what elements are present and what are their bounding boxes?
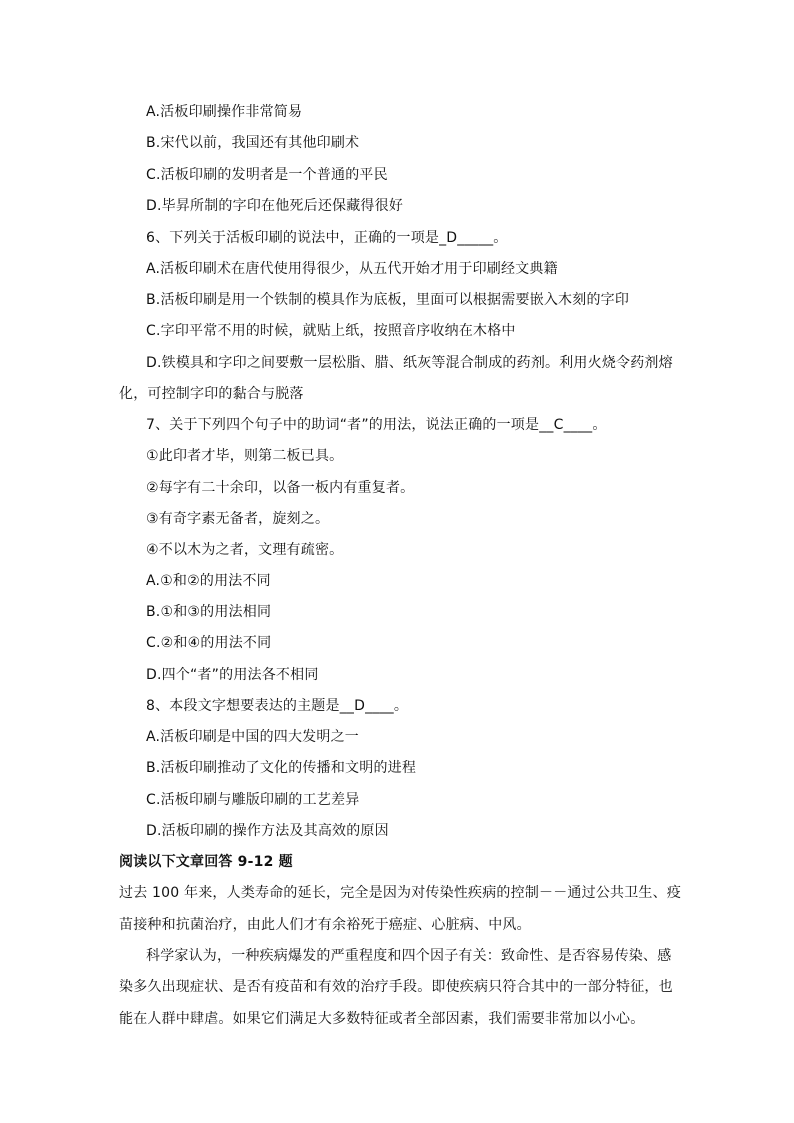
q5-option-a: A.活板印刷操作非常简易 bbox=[146, 104, 303, 120]
q8-option-b: B.活板印刷推动了文化的传播和文明的进程 bbox=[146, 760, 417, 776]
q8-stem: 8、本段文字想要表达的主题是__D____。 bbox=[146, 698, 409, 714]
q7-option-c: C.②和④的用法不同 bbox=[146, 635, 272, 651]
q7-sentence-2: ②每字有二十余印，以备一板内有重复者。 bbox=[146, 480, 415, 496]
q6-option-d-continuation: 化，可控制字印的黏合与脱落 bbox=[119, 386, 304, 402]
q7-stem: 7、关于下列四个句子中的助词“者”的用法，说法正确的一项是__C____。 bbox=[146, 417, 607, 433]
q7-sentence-3: ③有奇字素无备者，旋刻之。 bbox=[146, 511, 330, 527]
passage-line-2: 苗接种和抗菌治疗，由此人们才有余裕死于癌症、心脏病、中风。 bbox=[119, 917, 531, 933]
q6-option-b: B.活板印刷是用一个铁制的模具作为底板，里面可以根据需要嵌入木刻的字印 bbox=[146, 292, 630, 308]
q7-option-a: A.①和②的用法不同 bbox=[146, 573, 271, 589]
passage-line-3: 科学家认为，一种疾病爆发的严重程度和四个因子有关：致命性、是否容易传染、感 bbox=[146, 948, 672, 964]
q5-option-b: B.宋代以前，我国还有其他印刷术 bbox=[146, 135, 360, 151]
q6-stem: 6、下列关于活板印刷的说法中，正确的一项是_D_____。 bbox=[146, 230, 508, 246]
q8-option-c: C.活板印刷与雕版印刷的工艺差异 bbox=[146, 792, 360, 808]
q8-option-a: A.活板印刷是中国的四大发明之一 bbox=[146, 729, 359, 745]
q5-option-d: D.毕昇所制的字印在他死后还保藏得很好 bbox=[146, 198, 404, 214]
passage-line-5: 能在人群中肆虐。如果它们满足大多数特征或者全部因素，我们需要非常加以小心。 bbox=[119, 1011, 645, 1027]
q5-option-c: C.活板印刷的发明者是一个普通的平民 bbox=[146, 167, 388, 183]
q7-sentence-1: ①此印者才毕，则第二板已具。 bbox=[146, 448, 344, 464]
q8-option-d: D.活板印刷的操作方法及其高效的原因 bbox=[146, 823, 389, 839]
q7-option-b: B.①和③的用法相同 bbox=[146, 604, 272, 620]
q6-option-d: D.铁模具和字印之间要敷一层松脂、腊、纸灰等混合制成的药剂。利用火烧令药剂熔 bbox=[146, 355, 673, 371]
q6-option-c: C.字印平常不用的时候，就贴上纸，按照音序收纳在木格中 bbox=[146, 323, 516, 339]
q7-sentence-4: ④不以木为之者，文理有疏密。 bbox=[146, 542, 344, 558]
q7-option-d: D.四个“者”的用法各不相同 bbox=[146, 667, 319, 683]
passage-line-1: 过去 100 年来，人类寿命的延长，完全是因为对传染性疾病的控制－－通过公共卫生、疫 bbox=[119, 885, 682, 901]
passage-line-4: 染多久出现症状、是否有疫苗和有效的治疗手段。即使疾病只符合其中的一部分特征，也 bbox=[119, 979, 673, 995]
section-heading: 阅读以下文章回答 9-12 题 bbox=[119, 854, 293, 870]
q6-option-a: A.活板印刷术在唐代使用得很少，从五代开始才用于印刷经文典籍 bbox=[146, 261, 558, 277]
